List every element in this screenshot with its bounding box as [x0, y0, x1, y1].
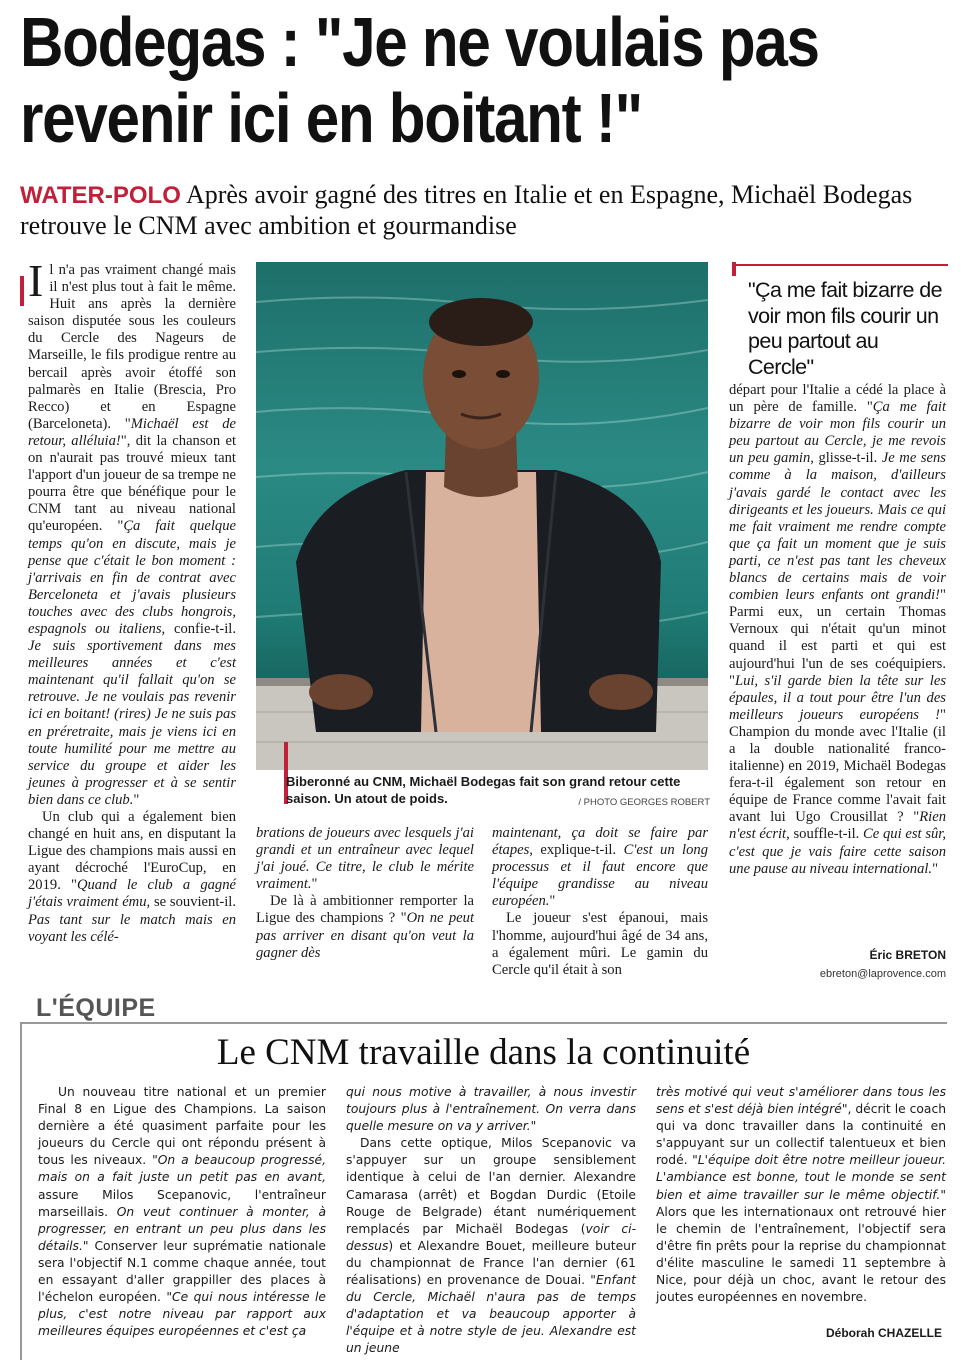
- article-signature: Éric BRETON: [869, 948, 946, 962]
- article-text: ", dit la chanson et on n'aurait pas trouvé mieux tant l'apport d'un joueur de sa trempe ne pourra être que bénéfique pour le CNM tant au niveau national qu'européen. ": [28, 432, 236, 535]
- author-email[interactable]: ebreton@laprovence.com: [819, 968, 946, 980]
- article-column-4: [729, 382, 946, 878]
- article-text: se souvient-il.: [150, 894, 236, 911]
- article-text: ": [549, 893, 556, 910]
- box-text: Dans cette optique, Milos Scepanovic va s'appuyer sur un groupe sensiblement identique à celui de l'an dernier. Alexandre Camarasa (arrêt) et Bogdan Durdic (Etoile Rouge de Belgrade) étant numériquement remplacés par Michaël Bodegas (: [346, 1136, 636, 1236]
- headline: [20, 4, 828, 156]
- box-quote: qui nous motive à travailler, à nous investir toujours plus à l'entraînement. On verra dans quelle mesure on va y arriver.: [346, 1085, 636, 1134]
- article-text: De là à ambitionner remporter la Ligue des champions ? ": [256, 893, 474, 927]
- article-quote: Lui, s'il garde bien la tête sur les épaules, il a tout pour être l'un des meilleurs joueurs européens !: [729, 672, 946, 723]
- article-text: Le joueur s'est épanoui, mais l'homme, aujourd'hui âgé de 34 ans, a également mûri. Le gamin du Cercle qu'il était à son: [492, 910, 708, 978]
- article-text: l n'a pas vraiment changé mais il n'est plus tout à fait le même. Huit ans après la dernière saison disputée sous les couleurs du Cercle des Nageurs de Marseille, le fils prodigue rentre au bercail après avoir étoffé son palmarès en Italie (Brescia, Pro Recco) et en Espagne (Barceloneta). ": [28, 262, 236, 432]
- article-text: ": [133, 791, 140, 808]
- box-title: Le CNM travaille dans la continuité: [216, 1032, 751, 1073]
- box-quote: L'équipe doit être notre meilleur joueur. L'ambiance est bonne, tout le monde se sent bien et aime travailler sur le même objectif.: [656, 1153, 946, 1202]
- article-quote: Ça fait quelque temps qu'on en discute, mais je pense que c'était le bon moment : j'arrivais en fin de contrat avec Berceloneta et j'avais plusieurs touches avec des clubs hongrois, espagnols ou italiens,: [28, 518, 236, 637]
- article-text: ": [932, 860, 939, 877]
- article-text: départ pour l'Italie a cédé la place à un père de famille. ": [729, 382, 946, 416]
- article-text: explique-t-il.: [532, 842, 624, 859]
- dropcap-accent-bar: [20, 276, 24, 306]
- box-column-3: [656, 1084, 946, 1306]
- box-text: Un nouveau titre national et un premier Final 8 en Ligue des Champions. La saison dernière a été quasiment parfaite pour les joueurs du Cercle qui ont répondu présent à tous les niveaux. ": [38, 1085, 326, 1168]
- article-quote: maintenant, ça doit se faire par étapes,: [492, 825, 708, 859]
- article-quote: brations de joueurs avec lesquels j'ai grandi et un entraîneur avec lequel j'ai joué. Ce titre, le club le mérite vraiment.: [256, 825, 474, 893]
- box-section-label: L'ÉQUIPE: [36, 994, 156, 1022]
- headline-line-2: revenir ici en boitant !": [20, 79, 642, 157]
- water-polo-player-image: [256, 262, 708, 770]
- box-quote: très motivé qui veut s'améliorer dans tous les sens et s'est déjà bien intégré: [656, 1085, 946, 1117]
- box-text: " Alors que les internationaux ont retrouvé hier le chemin de l'entraînement, l'objectif sera d'être fin prêts pour la reprise du championnat d'élite masculine le samedi 11 septembre à Nice, pour déjà un choc, avant le retour des joutes européennes en novembre.: [656, 1187, 946, 1305]
- photo-caption: Biberonné au CNM, Michaël Bodegas fait son grand retour cette saison. Un atout de poids.: [286, 774, 681, 806]
- article-quote: Je suis sportivement dans mes meilleures années et c'est maintenant qu'il fallait qu'on se retrouve. Je ne voulais pas revenir ici en boitant! (rires) Je ne suis pas en préretraite, mais je viens ici en toute humilité pour me mettre au service du groupe et aider les jeunes à progresser et à se sentir bien dans ce club.: [28, 638, 236, 808]
- pullquote: "Ça me fait bizarre de voir mon fils courir un peu partout au Cercle": [748, 278, 942, 379]
- subheadline-text: Après avoir gagné des titres en Italie et en Espagne, Michaël Bodegas retrouve le CNM avec ambition et gourmandise: [20, 180, 913, 240]
- article-column-1: [28, 255, 236, 946]
- article-quote: On ne peut pas arriver en disant qu'on veut la gagner dès: [256, 910, 474, 961]
- subheadline: [20, 180, 950, 241]
- headline-line-1: Bodegas : "Je ne voulais pas: [20, 3, 819, 81]
- box-quote: Ce qui nous intéresse le plus, c'est notre niveau par rapport aux meilleures équipes européennes et c'est ça: [38, 1290, 326, 1339]
- box-quote: On a beaucoup progressé, mais on a fait juste un petit pas en avant,: [38, 1153, 326, 1185]
- article-quote: Ce qui est sûr, c'est que je vais faire cette saison une pause au niveau international.: [729, 826, 947, 877]
- box-text: assure Milos Scepanovic, l'entraîneur marseillais.: [38, 1187, 326, 1219]
- box-text: ", décrit le coach qui va donc travailler dans la continuité en s'appuyant sur un collectif talentueux et bien rodé. ": [656, 1102, 946, 1168]
- article-quote: Michaël est de retour, alléluia!: [28, 415, 236, 449]
- kicker-label: WATER-POLO: [20, 182, 181, 209]
- article-text: Un club qui a également bien changé en huit ans, en disputant la Ligue des champions mais aussi en ayant décroché l'EuroCup, en 2019. ": [28, 809, 236, 894]
- article-quote: Quand le club a gagné j'étais vraiment ému,: [28, 877, 236, 911]
- dropcap: I: [28, 255, 44, 306]
- box-quote: voir ci-dessus: [346, 1221, 637, 1253]
- article-quote: C'est un long processus et il faut encore que l'équipe grandisse au niveau européen.: [492, 842, 708, 910]
- box-text: ) et Alexandre Bouet, meilleure buteur du championnat de France l'an dernier (61 réalisations) en provenance de Douai. ": [346, 1238, 636, 1288]
- box-column-1: [38, 1084, 326, 1340]
- article-quote: Rien n'est écrit,: [729, 809, 946, 843]
- photo-credit: / PHOTO GEORGES ROBERT: [578, 797, 710, 808]
- article-text: " Parmi eux, un certain Thomas Vernoux qui n'était qu'un minot quand il est parti et qui est aujourd'hui l'un de ses coéquipiers. ": [729, 587, 946, 689]
- box-text: ": [530, 1119, 537, 1134]
- article-text: souffle-t-il.: [789, 826, 864, 843]
- article-quote: Pas tant sur le match mais en voyant les célé-: [28, 911, 236, 945]
- box-column-2: [346, 1084, 636, 1358]
- article-text: " Champion du monde avec l'Italie (il a la double nationalité franco-italienne) en 2019, Michaël Bodegas fera-t-il également son retour en équipe de France comme l'avait fait avant lui Ugo Crousillat ? ": [729, 706, 946, 826]
- box-quote: On veut continuer à monter, à progresser, en entrant un peu plus dans les détails.: [38, 1204, 327, 1253]
- box-signature: Déborah CHAZELLE: [825, 1326, 942, 1340]
- box-quote: Enfant du Cercle, Michaël n'aura pas de temps d'adaptation et va beaucoup apporter à l'équipe et à notre style de jeu. Alexandre est un jeune: [346, 1273, 636, 1356]
- article-column-2: [256, 825, 474, 962]
- article-text: confie-t-il.: [165, 620, 236, 637]
- article-quote: Je me sens comme à la maison, d'ailleurs j'avais gardé le contact avec les dirigeants et les joueurs. Mais ce qui me fait vraiment me rendre compte que ça fait un moment que je suis parti, ce n'est pas tant les cheveux blancs de certains mais de voir combien leurs enfants ont grandi!: [729, 450, 946, 604]
- article-photo: [256, 262, 708, 770]
- article-text: glisse-t-il.: [813, 450, 882, 467]
- article-column-3: [492, 825, 708, 979]
- article-text: ": [311, 876, 318, 893]
- article-quote: Ça me fait bizarre de voir mon fils courir un peu partout au Cercle, je me revois un peu gamin,: [729, 399, 946, 467]
- box-text: " Conserver leur suprématie nationale sera l'objectif N.1 comme chaque année, tout en essayant d'aller grappiller des places à l'échelon européen. ": [38, 1238, 326, 1305]
